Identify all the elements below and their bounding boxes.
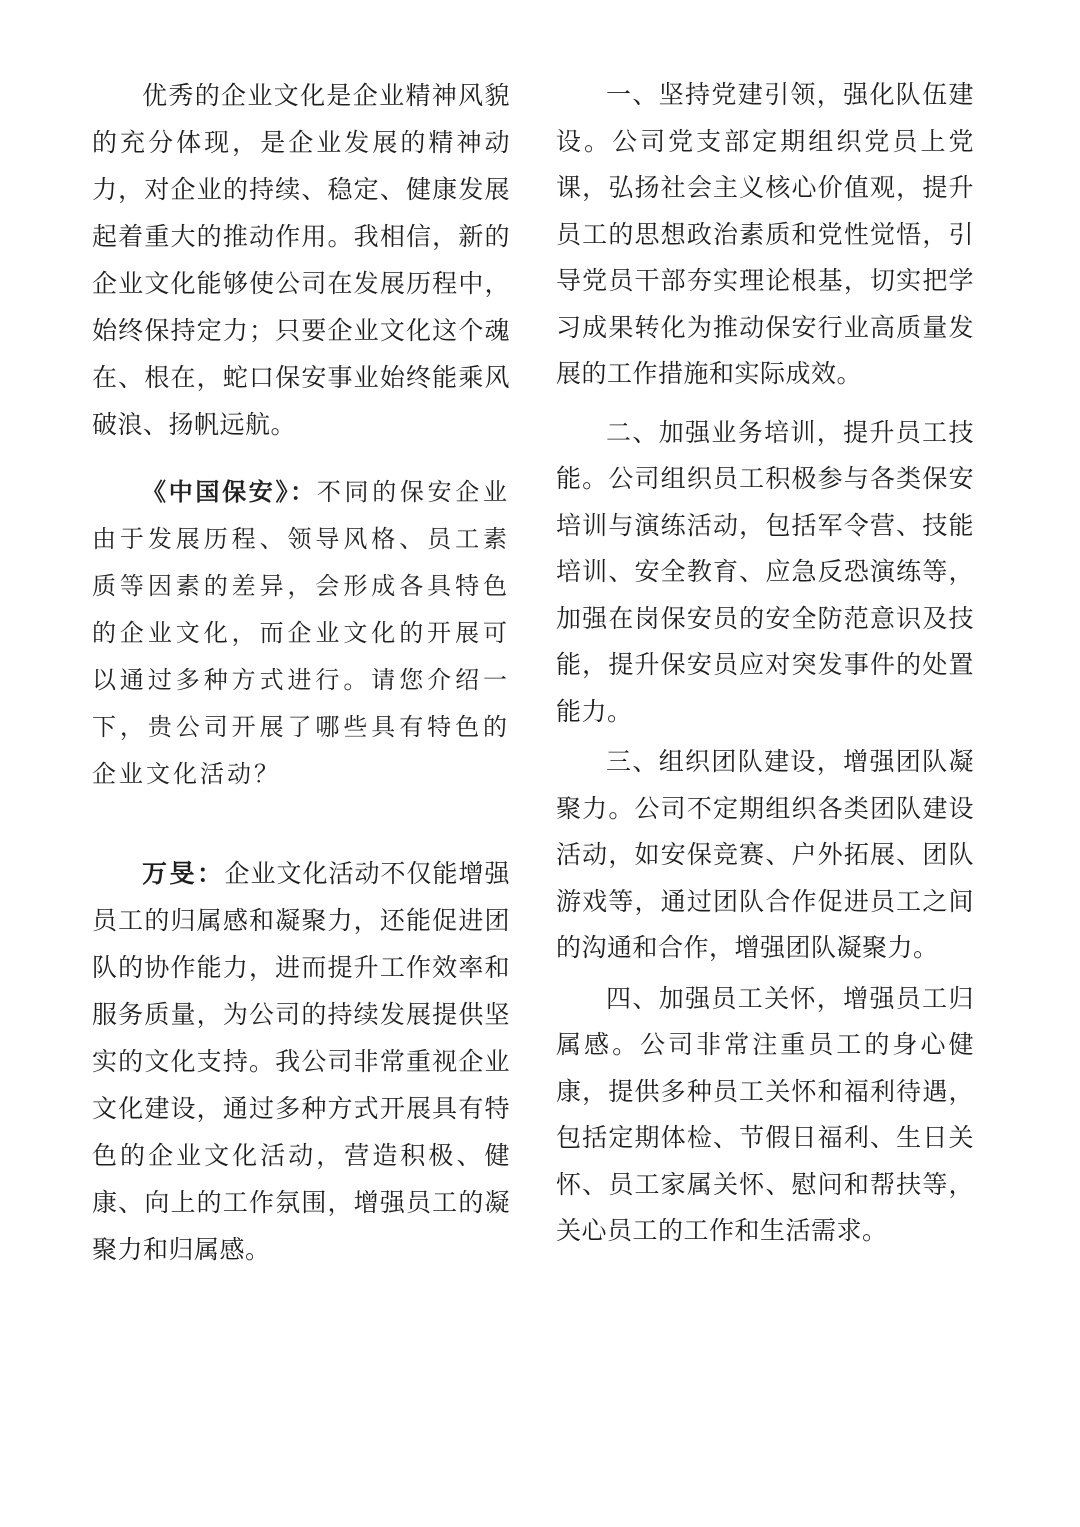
question-text: 不同的保安企业由于发展历程、领导风格、员工素质等因素的差异，会形成各具特色的企业文化，而企业文化的开展可以通过多种方式进行。请您介绍一下，贵公司开展了哪些具有特色的企业文化活动？ — [92, 478, 511, 788]
answer-paragraph — [92, 850, 510, 1273]
intro-paragraph: 优秀的企业文化是企业精神风貌的充分体现，是企业发展的精神动力，对企业的持续、稳定、健康发展起着重大的推动作用。我相信，新的企业文化能够使公司在发展历程中，始终保持定力；只要企业文化这个魂在、根在，蛇口保安事业始终能乘风破浪、扬帆远航。 — [92, 81, 510, 439]
point-2-paragraph: 二、加强业务培训，提升员工技能。公司组织员工积极参与各类保安培训与演练活动，包括军令营、技能培训、安全教育、应急反恐演练等，加强在岗保安员的安全防范意识及技能，提升保安员应对突发事件的处置能力。 — [556, 417, 974, 726]
point-4-paragraph: 四、加强员工关怀，增强员工归属感。公司非常注重员工的身心健康，提供多种员工关怀和福利待遇，包括定期体检、节假日福利、生日关怀、员工家属关怀、慰问和帮扶等，关心员工的工作和生活需求。 — [556, 983, 974, 1245]
answer-text: 企业文化活动不仅能增强员工的归属感和凝聚力，还能促进团队的协作能力，进而提升工作效率和服务质量，为公司的持续发展提供坚实的文化支持。我公司非常重视企业文化建设，通过多种方式开展具有特色的企业文化活动，营造积极、健康、向上的工作氛围，增强员工的凝聚力和归属感。 — [92, 859, 510, 1264]
question-speaker: 《中国保安》： — [142, 477, 317, 506]
left-column — [92, 72, 510, 1273]
point-3-paragraph: 三、组织团队建设，增强团队凝聚力。公司不定期组织各类团队建设活动，如安保竞赛、户外拓展、团队游戏等，通过团队合作促进员工之间的沟通和合作，增强团队凝聚力。 — [556, 747, 974, 962]
point-1-paragraph: 一、坚持党建引领，强化队伍建设。公司党支部定期组织党员上党课，弘扬社会主义核心价值观，提升员工的思想政治素质和党性觉悟，引导党员干部夯实理论根基，切实把学习成果转化为推动保安行业高质量发展的工作措施和实际成效。 — [556, 80, 974, 388]
question-paragraph — [92, 468, 510, 798]
answer-speaker: 万旻： — [142, 859, 225, 888]
right-column — [556, 72, 974, 1255]
